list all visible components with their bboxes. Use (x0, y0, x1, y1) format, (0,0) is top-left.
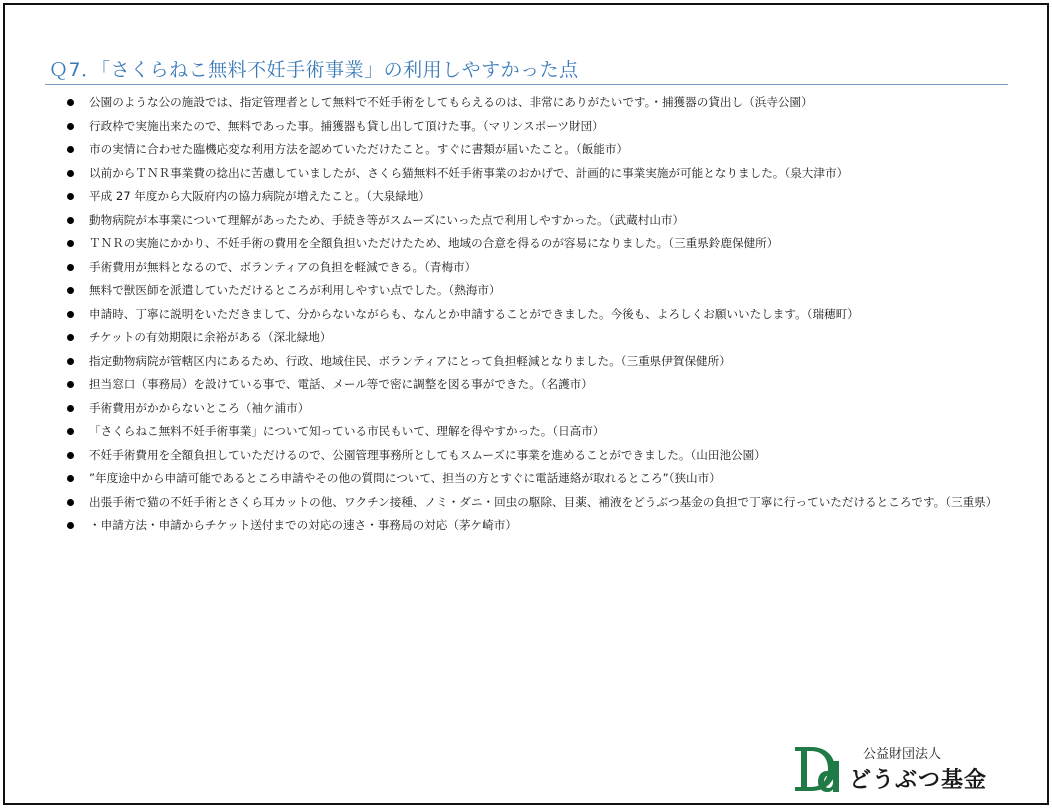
foundation-logo (791, 741, 1021, 797)
list-item (67, 373, 1042, 397)
list-item-text: 平成 27 年度から大阪府内の協力病院が増えたこと。（大泉緑地） (89, 189, 430, 203)
list-item (67, 138, 1042, 162)
list-item (67, 232, 1042, 256)
bullet-icon (67, 334, 74, 341)
list-item (67, 256, 1042, 280)
list-item-text: 出張手術で猫の不妊手術とさくら耳カットの他、ワクチン接種、ノミ・ダニ・回虫の駆除、目薬、補液をどうぶつ基金の負担で丁寧に行っていただけるところです。（三重県） (89, 494, 998, 509)
bullet-icon (67, 217, 74, 224)
bullet-icon (67, 170, 74, 177)
bullet-list (67, 91, 1042, 538)
list-item (67, 209, 1042, 233)
document-page (3, 3, 1049, 805)
list-item-text: 不妊手術費用を全額負担していただけるので、公園管理事務所としてもスムーズに事業を進めることができました。（山田池公園） (89, 447, 766, 462)
logo-name: どうぶつ基金 (849, 768, 988, 793)
bullet-icon (67, 264, 74, 271)
list-item (67, 91, 1042, 115)
list-item-text: 以前からＴＮＲ事業費の捻出に苦慮していましたが、さくら猫無料不妊手術事業のおかげで、計画的に事業実施が可能となりました。（泉大津市） (89, 165, 849, 180)
bullet-icon (67, 193, 74, 200)
list-item (67, 444, 1042, 468)
list-item (67, 185, 1042, 209)
bullet-icon (67, 522, 74, 529)
list-item (67, 397, 1042, 421)
bullet-icon (67, 428, 74, 435)
page-title: Ｑ7．「さくらねこ無料不妊手術事業」の利用しやすかった点 (49, 59, 579, 81)
title-divider (45, 84, 1008, 85)
list-item-text: 市の実情に合わせた臨機応変な利用方法を認めていただけたこと。すぐに書類が届いたこと。（飯能市） (89, 142, 629, 156)
bullet-icon (67, 475, 74, 482)
list-item-text: 行政枠で実施出来たので、無料であった事。捕獲器も貸し出して頂けた事。（マリンスポーツ財団） (89, 118, 604, 133)
list-item (67, 420, 1042, 444)
bullet-icon (67, 452, 74, 459)
bullet-icon (67, 358, 74, 365)
list-item-text: ＴＮＲの実施にかかり、不妊手術の費用を全額負担いただけたため、地域の合意を得るのが容易になりました。（三重県鈴鹿保健所） (89, 236, 779, 250)
list-item-text: 手術費用が無料となるので、ボランティアの負担を軽減できる。（青梅市） (89, 259, 477, 274)
bullet-icon (67, 381, 74, 388)
list-item-text: チケットの有効期限に余裕がある（深北緑地） (89, 330, 332, 344)
bullet-icon (67, 287, 74, 294)
bullet-icon (67, 99, 74, 106)
bullet-icon (67, 123, 74, 130)
list-item (67, 350, 1042, 374)
list-item (67, 115, 1042, 139)
list-item-text: ・申請方法・申請からチケット送付までの対応の速さ・事務局の対応（茅ケ崎市） (89, 518, 517, 532)
bullet-icon (67, 311, 74, 318)
list-item (67, 326, 1042, 350)
list-item-text: 申請時、丁寧に説明をいただきまして、分からないながらも、なんとか申請することができました。今後も、よろしくお願いいたします。（瑞穂町） (89, 306, 859, 321)
bullet-icon (67, 405, 74, 412)
bullet-icon (67, 240, 74, 247)
list-item (67, 279, 1042, 303)
bullet-icon (67, 146, 74, 153)
list-item-text: 「さくらねこ無料不妊手術事業」について知っている市民もいて、理解を得やすかった。（日高市） (89, 424, 605, 438)
list-item-text: 無料で獣医師を派遣していただけるところが利用しやすい点でした。（熱海市） (89, 283, 501, 297)
list-item (67, 467, 1042, 491)
list-item (67, 514, 1042, 538)
logo-org-type: 公益財団法人 (863, 747, 942, 762)
list-item-text: 指定動物病院が管轄区内にあるため、行政、地域住民、ボランティアにとって負担軽減となりました。（三重県伊賀保健所） (89, 353, 731, 368)
list-item-text: 公園のような公の施設では、指定管理者として無料で不妊手術をしてもらえるのは、非常にありがたいです。・捕獲器の貸出し（浜寺公園） (89, 95, 813, 109)
list-item-text: 手術費用がかからないところ（袖ケ浦市） (89, 400, 310, 415)
list-item-text: 動物病院が本事業について理解があったため、手続き等がスムーズにいった点で利用しやすかった。（武蔵村山市） (89, 212, 685, 227)
list-item (67, 303, 1042, 327)
bullet-icon (67, 499, 74, 506)
list-item (67, 491, 1042, 515)
list-item-text: 担当窓口（事務局）を設けている事で、電話、メール等で密に調整を図る事ができた。（名護市） (89, 377, 593, 391)
list-item (67, 162, 1042, 186)
list-item-text: ”年度途中から申請可能であるところ申請やその他の質問について、担当の方とすぐに電話連絡が取れるところ”（狭山市） (89, 471, 721, 485)
logo-mark-icon (791, 741, 851, 797)
